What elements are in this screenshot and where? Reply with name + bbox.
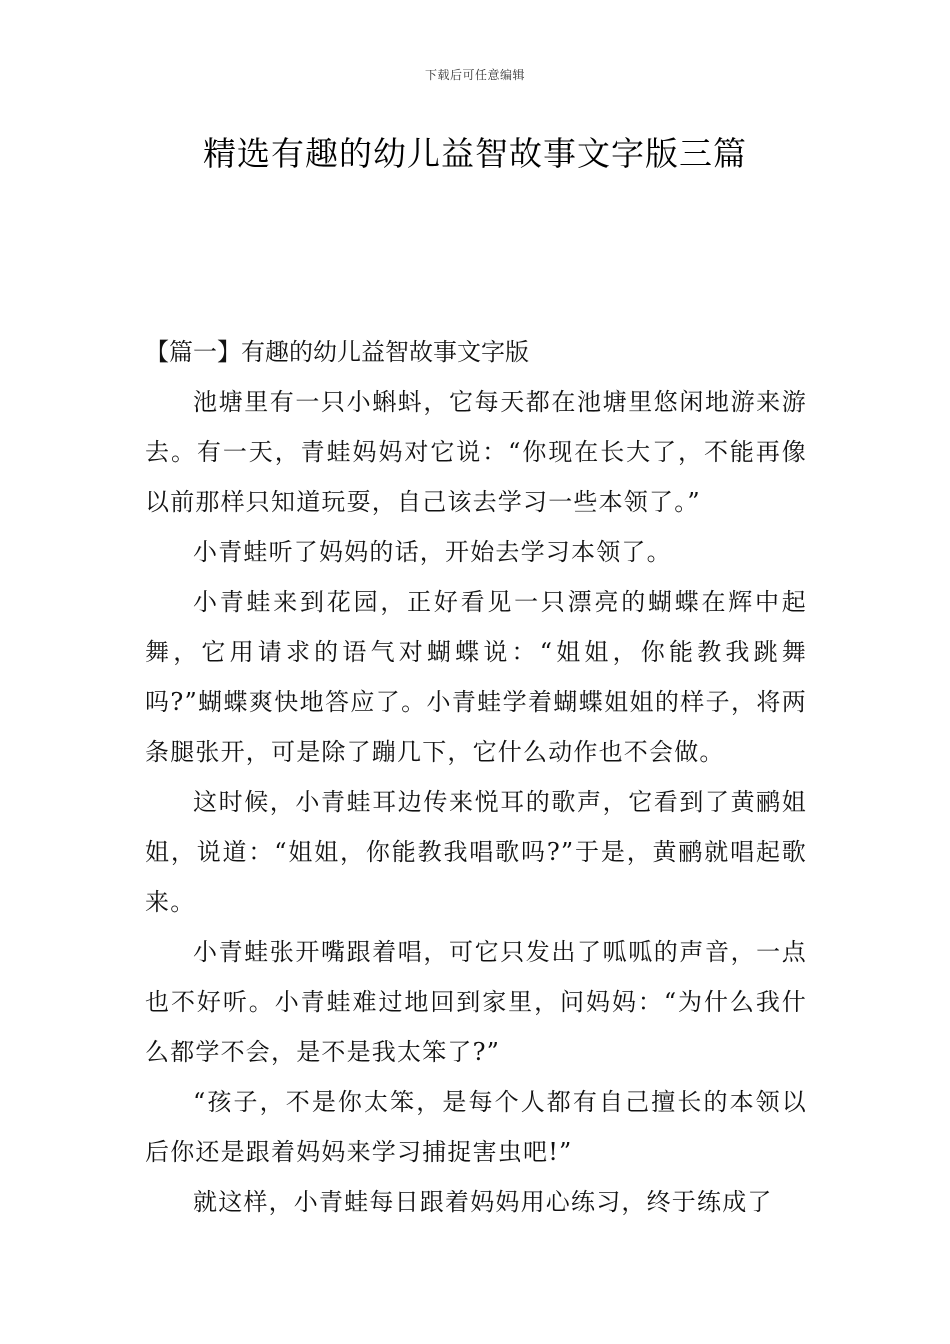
paragraph: 这时候，小青蛙耳边传来悦耳的歌声，它看到了黄鹂姐姐，说道：“姐姐，你能教我唱歌吗?”于是，黄鹂就唱起歌来。	[145, 788, 807, 916]
document-title: 精选有趣的幼儿益智故事文字版三篇	[203, 134, 747, 173]
paragraph: 就这样，小青蛙每日跟着妈妈用心练习，终于练成了	[193, 1188, 773, 1216]
paragraph: 小青蛙张开嘴跟着唱，可它只发出了呱呱的声音，一点也不好听。小青蛙难过地回到家里，问妈妈：“为什么我什么都学不会，是不是我太笨了?”	[145, 938, 807, 1066]
paragraph: 小青蛙来到花园，正好看见一只漂亮的蝴蝶在辉中起舞，它用请求的语气对蝴蝶说：“姐姐，你能教我跳舞吗?”蝴蝶爽快地答应了。小青蛙学着蝴蝶姐姐的样子，将两条腿张开，可是除了蹦几下，它什么动作也不会做。	[145, 588, 807, 766]
header-note: 下载后可任意编辑	[424, 68, 525, 82]
paragraph: 小青蛙听了妈妈的话，开始去学习本领了。	[193, 538, 672, 566]
section-heading: 【篇一】有趣的幼儿益智故事文字版	[145, 338, 529, 366]
paragraph: 池塘里有一只小蝌蚪，它每天都在池塘里悠闲地游来游去。有一天，青蛙妈妈对它说：“你现在长大了，不能再像以前那样只知道玩耍，自己该去学习一些本领了。”	[145, 388, 807, 516]
document-body	[145, 327, 807, 1227]
paragraph: “孩子，不是你太笨，是每个人都有自己擅长的本领以后你还是跟着妈妈来学习捕捉害虫吧!”	[145, 1088, 807, 1166]
